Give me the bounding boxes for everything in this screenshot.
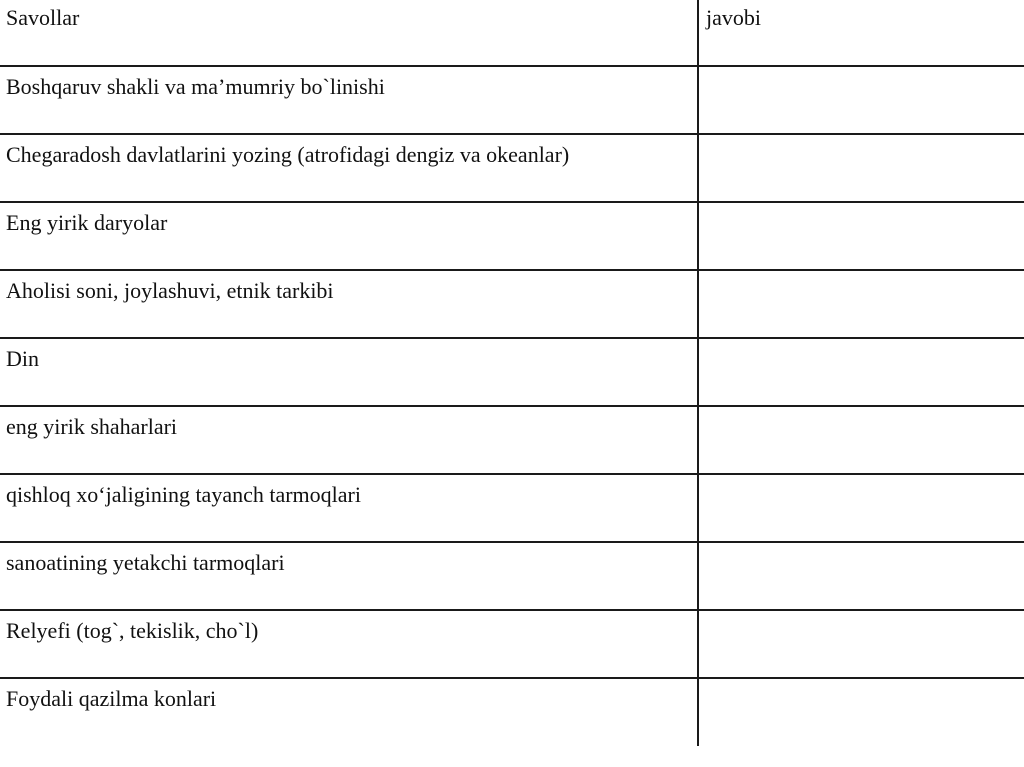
answer-cell[interactable] (698, 678, 1024, 746)
table-row (0, 338, 1024, 406)
answer-text (699, 67, 1024, 75)
answer-cell[interactable] (698, 202, 1024, 270)
question-text: eng yirik shaharlari (6, 414, 178, 439)
table-row (0, 66, 1024, 134)
table-row (0, 542, 1024, 610)
answer-text (699, 135, 1024, 143)
answer-text (699, 543, 1024, 551)
table-row (0, 270, 1024, 338)
question-cell (0, 610, 698, 678)
question-text: Chegaradosh davlatlarini yozing (atrofidagi dengiz va okeanlar) (6, 142, 570, 167)
table-row (0, 202, 1024, 270)
answer-text (699, 475, 1024, 483)
question-cell (0, 406, 698, 474)
table-row (0, 678, 1024, 746)
question-text: Din (6, 346, 39, 371)
header-label-answers: javobi (706, 5, 761, 30)
question-cell (0, 270, 698, 338)
answer-text (699, 339, 1024, 347)
question-text: Boshqaruv shakli va ma’mumriy bo`linishi (6, 74, 385, 99)
question-cell (0, 202, 698, 270)
question-text: sanoatining yetakchi tarmoqlari (6, 550, 285, 575)
question-cell (0, 678, 698, 746)
answer-cell[interactable] (698, 406, 1024, 474)
table-row (0, 406, 1024, 474)
answer-cell[interactable] (698, 542, 1024, 610)
header-cell-answers (698, 0, 1024, 66)
answer-cell[interactable] (698, 66, 1024, 134)
question-cell (0, 474, 698, 542)
table-row (0, 474, 1024, 542)
answer-text (699, 407, 1024, 415)
answer-text (699, 203, 1024, 211)
answer-text (699, 611, 1024, 619)
answer-cell[interactable] (698, 610, 1024, 678)
question-cell (0, 338, 698, 406)
answer-cell[interactable] (698, 270, 1024, 338)
question-cell (0, 134, 698, 202)
header-label-questions: Savollar (6, 5, 80, 30)
question-text: Relyefi (tog`, tekislik, cho`l) (6, 618, 259, 643)
question-text: Aholisi soni, joylashuvi, etnik tarkibi (6, 278, 334, 303)
table-row (0, 134, 1024, 202)
answer-text (699, 679, 1024, 687)
answer-text (699, 271, 1024, 279)
answer-cell[interactable] (698, 338, 1024, 406)
header-cell-questions (0, 0, 698, 66)
table-header-row (0, 0, 1024, 66)
question-cell (0, 66, 698, 134)
question-text: Eng yirik daryolar (6, 210, 168, 235)
answer-cell[interactable] (698, 134, 1024, 202)
answer-cell[interactable] (698, 474, 1024, 542)
question-text: qishloq xo‘jaligining tayanch tarmoqlari (6, 482, 361, 507)
table-row (0, 610, 1024, 678)
question-text: Foydali qazilma konlari (6, 686, 217, 711)
question-cell (0, 542, 698, 610)
